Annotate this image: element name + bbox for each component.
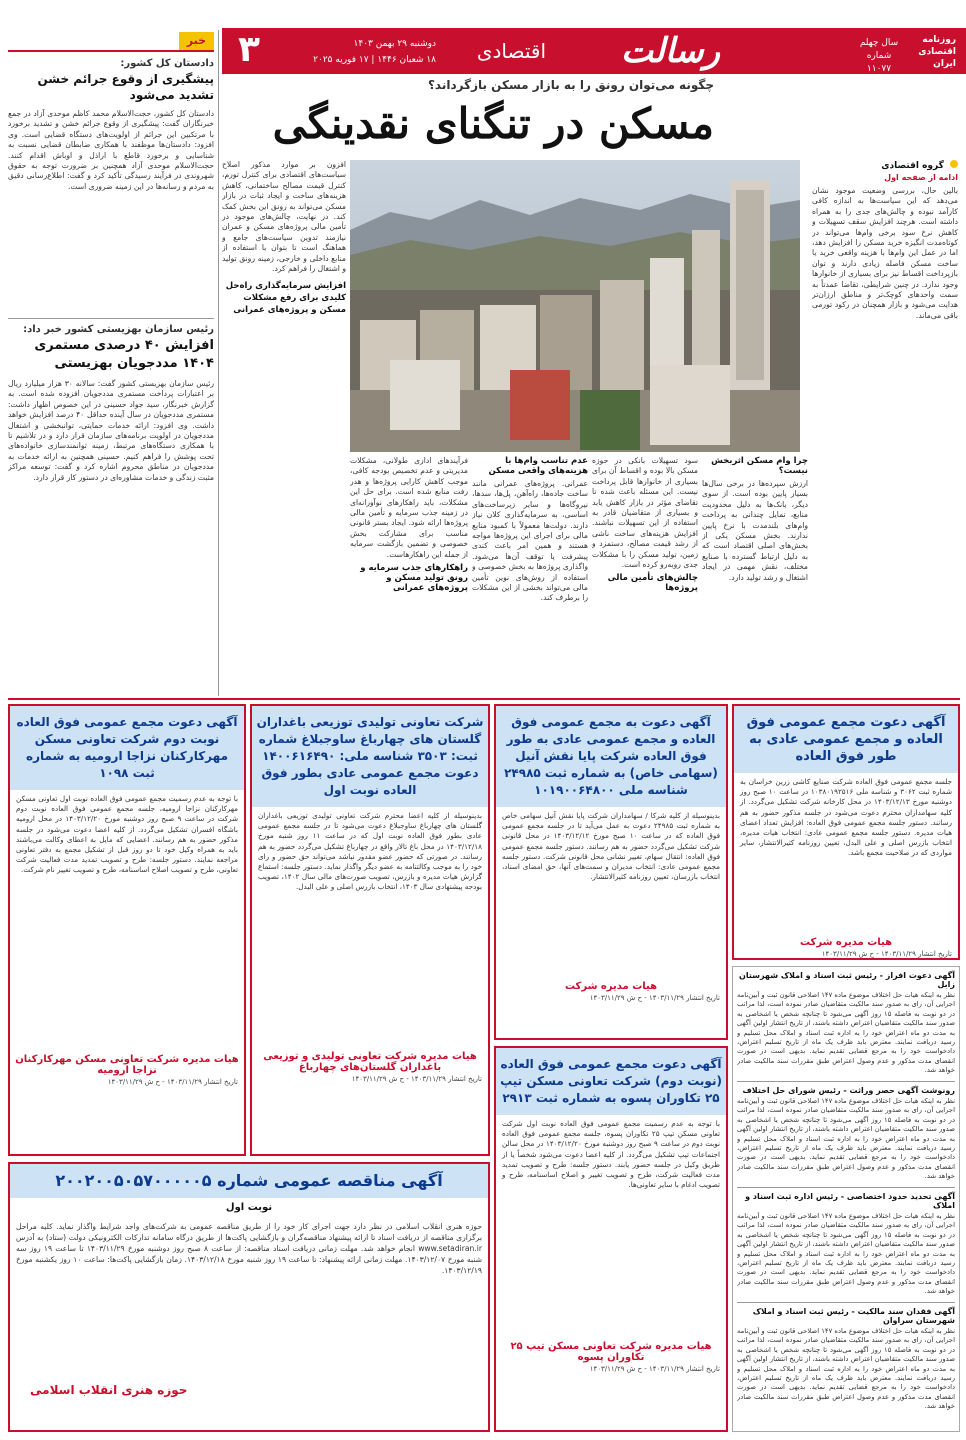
ad-4-signature: هیات مدیره شرکت تعاونی مسکن مهرکارکنان نزاجا ارومیه — [15, 1054, 239, 1076]
article-column-1 — [812, 160, 958, 694]
ad-2-body: بدینوسیله از کلیه شرکا / سهامداران شرکت پایا نقش آنیل سهامی خاص به شماره ثبت ۲۴۹۸۵ دعوت به عمل می‌آید تا در جلسه مجمع عمومی فوق العاده که در ساعت ۱۰ صبح مورخ ۱۴۰۳/۱۲/۱۲ در محل قانونی شرکت تشکیل می‌گردد حضور به هم رسانند. دستور جلسه مجمع عمومی فوق العاده: انتقال سهام، تغییر نشانی محل قانونی شرکت. دستور جلسه مجمع عمومی عادی: انتخاب مدیران و سمت‌های آنها، حق امضای اسناد، انتخاب بازرسان، تعیین روزنامه کثیرالانتشار. — [502, 811, 720, 882]
ad-2-date: تاریخ انتشار ۱۴۰۳/۱۱/۲۹ - ح ش ۱۴۰۳/۱۱/۲۹ — [589, 994, 720, 1002]
ad-5-signature: هیات مدیره شرکت تعاونی مسکن تیپ ۲۵ تکاوران پسوه — [510, 1341, 712, 1363]
paper-label: روزنامه اقتصادی ایران — [918, 35, 956, 69]
ad-paya-naghsh-anil — [494, 704, 728, 1040]
ad-3-title: شرکت تعاونی تولیدی توزیعی باغداران گلستان های چهارباغ ساوجبلاغ شماره ثبت: ۳۵۰۳ شناسه ملی: ۱۴۰۰۶۱۶۴۹۰ دعوت مجمع عمومی عادی بطور فوق العاده نوبت اول — [252, 706, 488, 807]
tender-body: حوزه هنری انقلاب اسلامی در نظر دارد جهت اجرای کار خود را از طریق مناقصه عمومی به شرکت‌های واجد شرایط واگذار نماید. کلیه مراحل برگزاری مناقصه از دریافت اسناد تا ارائه پیشنهاد مناقصه‌گران و بازگشایی پاکت‌ها از طریق درگاه سامانه تدارکات الکترونیکی دولت (ستاد) به آدرس www.setadiran.ir انجام خواهد شد. مهلت زمانی دریافت اسناد مناقصه: از ساعت ۸ صبح روز دوشنبه مورخ ۱۴۰۳/۱۱/۲۹ تا ساعت ۱۹ روز سه شنبه مورخ ۱۴۰۳/۱۲/۰۷. مهلت زمانی ارائه پیشنهاد: تا ساعت ۱۹ روز شنبه مورخ ۱۴۰۳/۱۲/۱۸. زمان بازگشایی پاکت‌ها: ساعت ۱۰ روز یکشنبه مورخ ۱۴۰۳/۱۲/۱۹. — [16, 1222, 482, 1275]
tehran-cityscape-image — [350, 160, 800, 452]
vertical-divider — [218, 30, 219, 696]
ad-golestan-charbagh-coop — [250, 704, 490, 1156]
ad-4-body: با توجه به عدم رسمیت مجمع عمومی فوق العاده نوبت اول تعاونی مسکن مهرکارکنان نزاجا ارومیه، جلسه مجمع عمومی فوق العاده نوبت دوم شرکت در ساعت ۹ صبح روز دوشنبه مورخ ۱۴۰۳/۱۲/۲۰ در محل ارومیه باشگاه افسران تشکیل می‌گردد. از کلیه اعضا دعوت می‌شود در جلسه مذکور حضور به هم رسانند. اعضایی که مایل به اعطای وکالت می‌باشند باید به همراه وکیل خود تا دو روز قبل از تشکیل مجمع به دفتر تعاونی مراجعه نمایند. دستور جلسه: طرح و تصویب تمدید مدت فعالیت شرکت تعاونی، طرح و تصویب اصلاح اساسنامه، طرح و تصویب تغییر نام شرکت. — [16, 794, 238, 875]
ad-1-body: جلسه مجمع عمومی فوق العاده شرکت صنایع کاشی زرین خراسان به شماره ثبت ۳۰۶۲ و شناسه ملی ۱۰۳۸۰۱۹۲۵۱۶ در ساعت ۱۰ صبح روز دوشنبه مورخ ۱۴۰۳/۱۲/۱۳ در محل کارخانه شرکت تشکیل می‌گردد. از کلیه سهامداران محترم دعوت می‌شود در جلسه مذکور حضور به هم رسانند. دستور جلسه مجمع عمومی فوق العاده: افزایش تعداد اعضای هیات مدیره. دستور جلسه مجمع عمومی عادی: انتخاب هیات مدیره، انتخاب بازرس اصلی و علی البدل، تعیین روزنامه کثیرالانتشار، سایر مواردی که در صلاحیت مجمع باشد. — [740, 777, 952, 858]
tender-signature: حوزه هنری انقلاب اسلامی — [30, 1383, 188, 1397]
issue-info — [858, 37, 900, 76]
story-2-body: رئیس سازمان بهزیستی کشور گفت: سالانه ۳۰ هزار میلیارد ریال بر اعتبارات پرداخت مستمری مددجویان افزوده شده است. به گزارش خبرنگار، سید جواد حسینی در این خصوص اظهار داشت: مستمری مددجویان در سال آینده حداقل ۴۰ درصد افزایش خواهد داشت. وی افزود: ارائه خدمات حمایتی، توانبخشی و اشتغال مددجویان در اولویت برنامه‌های سازمان قرار دارد و در تلاشیم تا با همکاری دستگاه‌های مرتبط، زمینه توانمندسازی خانواده‌های تحت پوشش را فراهم کنیم. حسینی همچنین به ارائه خدمات به مددجویان در مناطق محروم اشاره کرد و گفت: توسعه مراکز مثبت زندگی و خدمات مشاوره‌ای در دستور کار قرار دارد. — [8, 379, 214, 482]
small-ad-3-body: نظر به اینکه هیات حل اختلاف موضوع ماده ۱۴۷ اصلاحی قانون ثبت و آیین‌نامه اجرایی آن، رای به صدور سند مالکیت متقاضیان صادر نموده است، لذا مراتب در دو نوبت به فاصله ۱۵ روز آگهی می‌شود تا چنانچه شخص یا اشخاصی به صدور سند مالکیت متقاضیان اعتراض داشته باشند، از تاریخ انتشار اولین آگهی به مدت دو ماه اعتراض خود را به اداره ثبت اسناد و املاک محل تسلیم و رسید دریافت نمایند. معترض باید ظرف یک ماه از تاریخ تسلیم اعتراض، دادخواست خود را به مرجع قضایی تقدیم نماید. بدیهی است در صورت انقضای مدت مذکور و عدم وصول اعتراض طبق مقررات سند مالکیت صادر خواهد شد. — [737, 1212, 955, 1296]
ad-tip25-takavaran-coop — [494, 1046, 728, 1432]
byline-icon — [950, 160, 958, 168]
news-column-header — [8, 32, 214, 52]
newspaper-logo: رسالت — [620, 31, 720, 71]
story-1-body: دادستان کل کشور، حجت‌الاسلام محمد کاظم موحدی آزاد در جمع خبرنگاران گفت: پیشگیری از وقوع جرائم خشن و تشدید برخورد با مرتکبین این جرائم از اولویت‌های دستگاه قضایی است. وی افزود: دادستان‌ها موظفند با همکاری ضابطان قضایی نسبت به شناسایی و برخورد قاطع با اراذل و اوباش اقدام کنند. حجت‌الاسلام موحدی آزاد همچنین بر ضرورت توجه به حقوق شهروندی در فرآیند رسیدگی تأکید کرد و گفت: اطلاع‌رسانی دقیق به مردم و رسانه‌ها در این زمینه ضروری است. — [8, 109, 214, 191]
ad-1-title: آگهی دعوت مجمع عمومی فوق العاده و مجمع عمومی عادی به طور فوق العاده — [734, 706, 958, 773]
ad-5-date: تاریخ انتشار ۱۴۰۳/۱۱/۲۹ - ح ش ۱۴۰۳/۱۱/۲۹ — [589, 1365, 720, 1373]
subhead-1: چرا وام مسکن اثربخش نیست؟ — [711, 456, 808, 476]
ad-public-tender — [8, 1162, 490, 1432]
story-2-title: افزایش ۴۰ درصدی مستمری ۱۴۰۴ مددجویان بهزیستی — [34, 338, 214, 371]
small-ad-1-body: نظر به اینکه هیات حل اختلاف موضوع ماده ۱۴۷ اصلاحی قانون ثبت و آیین‌نامه اجرایی آن، رای به صدور سند مالکیت متقاضیان صادر نموده است، لذا مراتب در دو نوبت به فاصله ۱۵ روز آگهی می‌شود تا چنانچه شخص یا اشخاصی به صدور سند مالکیت متقاضیان اعتراض داشته باشند، از تاریخ انتشار اولین آگهی به مدت دو ماه اعتراض خود را به اداره ثبت اسناد و املاک محل تسلیم و رسید دریافت نمایند. معترض باید ظرف یک ماه از تاریخ تسلیم اعتراض، دادخواست خود را به مرجع قضایی تقدیم نماید. بدیهی است در صورت انقضای مدت مذکور و عدم وصول اعتراض طبق مقررات سند مالکیت صادر خواهد شد. — [737, 991, 955, 1075]
ad-2-signature: هیات مدیره شرکت — [564, 981, 658, 992]
news-section-tag: خبر — [179, 32, 214, 50]
small-ad-divider-1 — [737, 1081, 955, 1082]
small-ad-1-title: آگهی دعوت افراز - رئیس ثبت اسناد و املاک شهرستان زابل — [738, 971, 955, 989]
story-1-title: پیشگیری از وقوع جرائم خشن تشدید می‌شود — [37, 72, 214, 102]
byline-text: گروه اقتصادی — [881, 161, 944, 171]
issue-dates — [286, 36, 436, 68]
ad-1-date: تاریخ انتشار ۱۴۰۳/۱۱/۲۹ - ح ش ۱۴۰۳/۱۱/۲۹ — [821, 950, 952, 958]
article-column-2 — [702, 456, 808, 694]
masthead — [222, 28, 966, 74]
story-1-kicker: دادستان کل کشور: — [120, 58, 214, 69]
small-ad-divider-3 — [737, 1302, 955, 1303]
article-col-1-body: بالین حال، بررسی وضعیت موجود نشان می‌دهد که این سیاست‌ها به اندازه کافی کارآمد نبوده و چالش‌های جدی را به همراه داشته است. هرچند افزایش سقف تسهیلات و کاهش نرخ سود برخی وام‌ها می‌تواند در کوتاه‌مدت انگیزه خرید مسکن را افزایش دهد، اما در عمل این وام‌ها با هزینه واقعی خرید یا ساخت مسکن فاصله زیادی دارند و توان بازپرداخت اقساط نیز برای بسیاری از خانوارها وجود ندارد. در چنین شرایطی، تقاضا عمدتاً به سمت واحدهای کوچک‌تر و مناطق ارزان‌تر هدایت می‌شود و بازار همچنان در رکود تورمی باقی می‌ماند. — [812, 186, 958, 320]
article-column-5 — [350, 456, 468, 694]
byline — [812, 160, 958, 171]
ad-3-signature: هیات مدیره شرکت تعاونی تولیدی و توزیعی باغداران گلستان‌های چهارباغ — [263, 1051, 477, 1073]
news-story-1 — [8, 58, 214, 316]
section-title: اقتصادی — [476, 39, 546, 63]
small-ad-divider-2 — [737, 1187, 955, 1188]
city-skyline-photo — [350, 160, 800, 452]
page-number: ۳ — [238, 29, 260, 70]
story-2-kicker: رئیس سازمان بهزیستی کشور خبر داد: — [23, 324, 214, 335]
ad-general-assembly-kashi — [732, 704, 960, 960]
article-column-4 — [472, 456, 588, 694]
subhead-4: افزایش سرمایه‌گذاری راه‌حل کلیدی برای رفع مشکلات مسکن و پروژه‌های عمرانی — [225, 281, 346, 316]
ad-3-body: بدینوسیله از کلیه اعضا محترم شرکت تعاونی تولیدی توزیعی باغداران گلستان های چهارباغ ساوجبلاغ دعوت می‌شود تا در جلسه مجمع عمومی عادی بطور فوق العاده نوبت اول که در ساعت ۱۱ روز شنبه مورخ ۱۴۰۳/۱۲/۱۸ در محل باغ تالار واقع در چهارباغ تشکیل می‌گردد حضور به هم رسانند. در صورتی که حضور عضو مقدور نباشد می‌تواند حق حضور و رای خود را به موجب وکالتنامه به عضو دیگر واگذار نماید. دستور جلسه: استماع گزارش هیات مدیره و بازرس، تصویب صورت‌های مالی سال ۱۴۰۲، تصویب بودجه پیشنهادی سال ۱۴۰۳، انتخاب بازرس اصلی و علی البدل. — [258, 811, 483, 892]
small-ad-2-title: رونوشت آگهی حصر وراثت - رئیس شورای حل اختلاف — [742, 1086, 955, 1095]
date-line-1: دوشنبه ۲۹ بهمن ۱۴۰۳ — [353, 39, 436, 49]
ad-3-date: تاریخ انتشار ۱۴۰۳/۱۱/۲۹ - ح ش ۱۴۰۳/۱۱/۲۹ — [351, 1075, 482, 1083]
ad-2-title: آگهی دعوت به مجمع عمومی فوق العاده و مجمع عمومی عادی به طور فوق العاده شرکت پایا نقش آنیل (سهامی خاص) به شماره ثبت ۲۴۹۸۵ شناسه ملی ۱۰۱۹۰۰۶۴۸۰۰ — [496, 706, 726, 807]
column-divider — [8, 318, 214, 319]
ad-4-title: آگهی دعوت مجمع عمومی فوق العاده نوبت دوم شرکت تعاونی مسکن مهرکارکنان نزاجا ارومیه به شماره ثبت ۱۰۹۸ — [10, 706, 244, 790]
subhead-2: عدم تناسب وام‌ها با هزینه‌های واقعی مسکن — [488, 456, 588, 476]
main-headline: مسکن در تنگنای نقدینگی — [272, 99, 714, 148]
small-ads-column — [732, 966, 960, 1432]
subhead-3: چالش‌های تأمین مالی پروژه‌ها — [607, 573, 698, 594]
small-ad-3-title: آگهی تحدید حدود اختصاصی - رئیس اداره ثبت اسناد و املاک — [745, 1192, 955, 1210]
tender-title: آگهی مناقصه عمومی شماره ۲۰۰۲۰۰۵۰۵۷۰۰۰۰۰۵ — [10, 1164, 488, 1198]
ad-5-body: با توجه به عدم رسمیت مجمع عمومی فوق العاده نوبت اول شرکت تعاونی مسکن تیپ ۲۵ تکاوران پسوه، جلسه مجمع عمومی فوق العاده نوبت دوم در ساعت ۹ صبح روز دوشنبه مورخ ۱۴۰۳/۱۲/۲۰ در محل سالن اجتماعات تیپ تشکیل می‌گردد. از کلیه اعضا دعوت می‌شود شخصاً یا از طریق وکیل در جلسه حضور یابند. دستور جلسه: طرح و تصویب تمدید مدت فعالیت شرکت، طرح و تصویب تغییر و اصلاح اساسنامه، طرح و تصویب ادغام با سایر تعاونی‌ها. — [502, 1119, 720, 1190]
article-ad-divider — [8, 698, 960, 700]
article-col-6-body: افزون بر موارد مذکور اصلاح سیاست‌های اقتصادی برای کنترل تورم، کنترل قیمت مصالح ساختمانی، کاهش هزینه‌های ساخت و ایجاد ثبات در بازار مسکن می‌تواند به رونق این بخش کمک کند. در نهایت، چالش‌های موجود در تأمین مالی پروژه‌های مسکن و عمران نیازمند تدوین سیاست‌های جامع و هماهنگ است تا بتوان با استفاده از منابع داخلی و خارجی، زمینه رونق تولید و اشتغال را فراهم کرد. — [222, 160, 346, 274]
year-line: سال چهلم — [859, 38, 899, 48]
issue-line: شماره ۱۱۰۷۷ — [866, 51, 892, 74]
ad-4-date: تاریخ انتشار ۱۴۰۳/۱۱/۲۹ - ح ش ۱۴۰۳/۱۱/۲۹ — [107, 1078, 238, 1086]
small-ad-2-body: نظر به اینکه هیات حل اختلاف موضوع ماده ۱۴۷ اصلاحی قانون ثبت و آیین‌نامه اجرایی آن، رای به صدور سند مالکیت متقاضیان صادر نموده است، لذا مراتب در دو نوبت به فاصله ۱۵ روز آگهی می‌شود تا چنانچه شخص یا اشخاصی به صدور سند مالکیت متقاضیان اعتراض داشته باشند، از تاریخ انتشار اولین آگهی به مدت دو ماه اعتراض خود را به اداره ثبت اسناد و املاک محل تسلیم و رسید دریافت نمایند. معترض باید ظرف یک ماه از تاریخ تسلیم اعتراض، دادخواست خود را به مرجع قضایی تقدیم نماید. بدیهی است در صورت انقضای مدت مذکور و عدم وصول اعتراض طبق مقررات سند مالکیت صادر خواهد شد. — [737, 1097, 955, 1181]
article-col-2-body: ارزش سپرده‌ها در برخی سال‌ها بسیار پایین بوده است. از سوی دیگر، بانک‌ها به دلیل محدودیت منابع، تمایل چندانی به پرداخت وام‌های بلندمدت با نرخ پایین ندارند. بخش مسکن یکی از بخش‌های اصلی اقتصاد است که به دلیل ارتباط گسترده با صنایع مختلف، نقش مهمی در ایجاد اشتغال و رشد تولید دارد. — [702, 479, 808, 582]
ad-1-signature: هیات مدیره شرکت — [799, 937, 893, 948]
article-column-6 — [222, 160, 346, 694]
small-ad-4-title: آگهی فقدان سند مالکیت - رئیس ثبت اسناد و املاک شهرستان سراوان — [752, 1307, 955, 1325]
article-column-3 — [592, 456, 698, 694]
small-ad-4-body: نظر به اینکه هیات حل اختلاف موضوع ماده ۱۴۷ اصلاحی قانون ثبت و آیین‌نامه اجرایی آن، رای به صدور سند مالکیت متقاضیان صادر نموده است، لذا مراتب در دو نوبت به فاصله ۱۵ روز آگهی می‌شود تا چنانچه شخص یا اشخاصی به صدور سند مالکیت متقاضیان اعتراض داشته باشند، از تاریخ انتشار اولین آگهی به مدت دو ماه اعتراض خود را به اداره ثبت اسناد و املاک محل تسلیم و رسید دریافت نمایند. معترض باید ظرف یک ماه از تاریخ تسلیم اعتراض، دادخواست خود را به مرجع قضایی تقدیم نماید. بدیهی است در صورت انقضای مدت مذکور و عدم وصول اعتراض طبق مقررات سند مالکیت صادر خواهد شد. — [737, 1327, 955, 1411]
date-line-2: ۱۸ شعبان ۱۴۴۶ | ۱۷ فوریه ۲۰۲۵ — [313, 55, 436, 65]
article-col-4-body: عمرانی. پروژه‌های عمرانی مانند ساخت جاده‌ها، راه‌آهن، پل‌ها، سدها، نیروگاه‌ها و سایر زیرساخت‌های اساسی، به سرمایه‌گذاری کلان نیاز دارند. دولت‌ها معمولاً با کمبود منابع مالی برای اجرای این پروژه‌ها مواجه هستند و همین امر باعث کندی پیشرفت یا توقف آن‌ها می‌شود. واگذاری پروژه‌ها به بخش خصوصی و استفاده از روش‌های نوین تأمین مالی می‌تواند بخشی از این مشکلات را برطرف کند. — [472, 479, 588, 603]
headline-kicker: چگونه می‌توان رونق را به بازار مسکن بازگرداند؟ — [427, 78, 714, 92]
news-story-2 — [8, 324, 214, 694]
tender-subtitle: نوبت اول — [225, 1202, 273, 1213]
ad-mehr-urmia-coop — [8, 704, 246, 1156]
article-col-5-body: فرآیندهای اداری طولانی، مشکلات مدیریتی و عدم تخصیص بودجه کافی، موجب کاهش کارایی پروژه‌ها و هدر رفت منابع شده است. برای حل این مشکلات، باید راهکارهای نوآورانه‌ای در زمینه جذب سرمایه و تأمین مالی پروژه‌ها ارائه شود. ایجاد بستر قانونی مناسب برای مشارکت بخش خصوصی و تضمین بازگشت سرمایه از جمله این راهکارهاست. — [350, 456, 468, 559]
ad-5-title: آگهی دعوت مجمع عمومی فوق العاده (نوبت دوم) شرکت تعاونی مسکن تیپ ۲۵ تکاوران پسوه به شماره ثبت ۲۹۱۳ — [496, 1048, 726, 1115]
article-col-3-body: سود تسهیلات بانکی در حوزه مسکن بالا بوده و اقساط آن برای بسیاری از خانوارها قابل پرداخت نیست. این مسئله باعث شده تا تقاضای مؤثر در بازار کاهش یابد و بسیاری از متقاضیان قادر به استفاده از این تسهیلات نباشند. افزایش هزینه‌های ساخت ناشی از رشد قیمت مصالح، دستمزد و زمین، تولید مسکن را با مشکلات جدی روبه‌رو کرده است. — [592, 456, 698, 570]
subhead-5: راهکارهای جذب سرمایه و رونق تولید مسکن و پروژه‌های عمرانی — [360, 563, 468, 594]
continue-note: ادامه از صفحه اول — [884, 173, 958, 182]
